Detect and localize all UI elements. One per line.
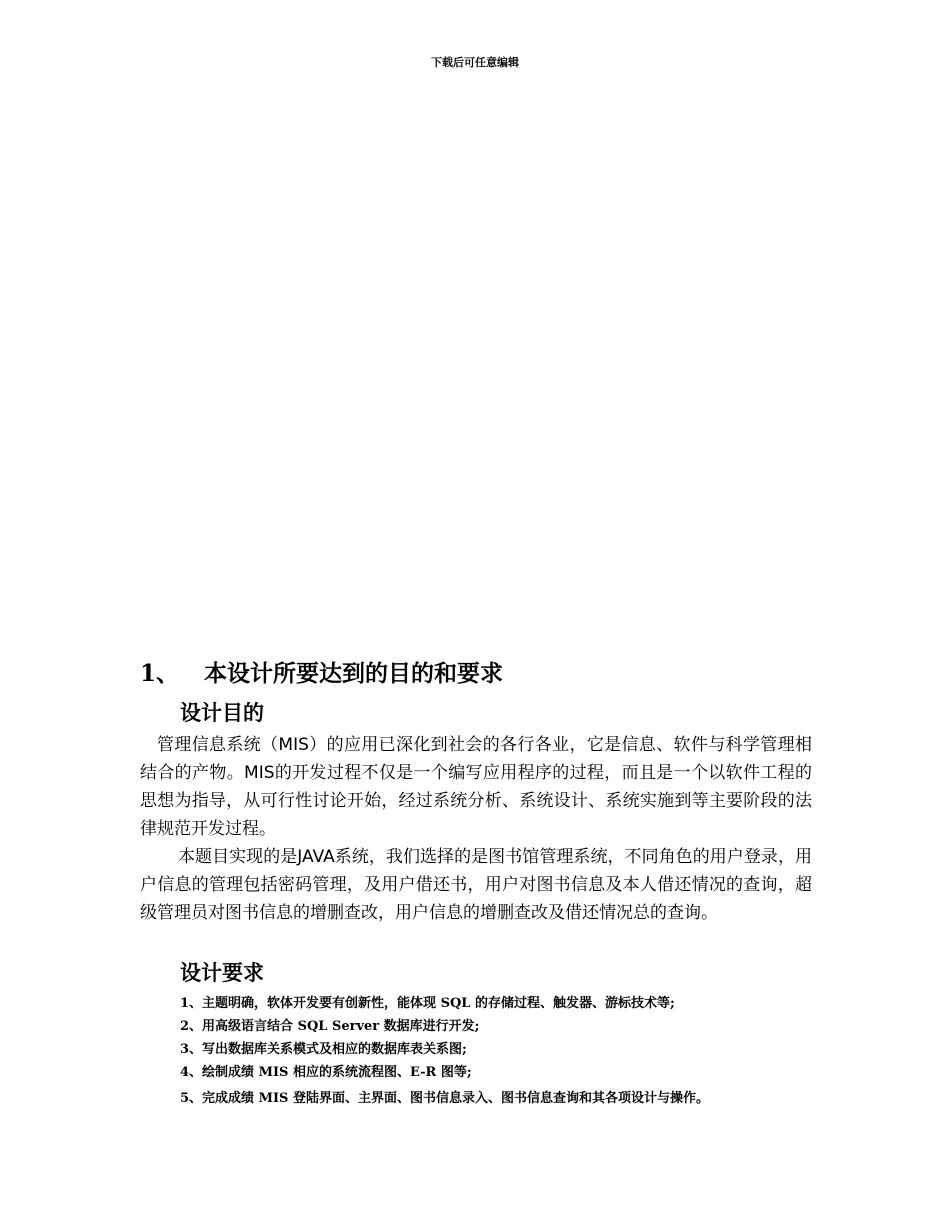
requirement-item: 3、写出数据库关系模式及相应的数据库表关系图;: [180, 1042, 467, 1057]
requirement-item: 5、完成成绩 MIS 登陆界面、主界面、图书信息录入、图书信息查询和其各项设计与操作。: [180, 1091, 709, 1106]
requirements-heading: 设计要求: [180, 961, 264, 985]
section-title: [140, 655, 503, 688]
requirements-list: [180, 992, 709, 1110]
requirement-item: 1、主题明确，软体开发要有创新性，能体现 SQL 的存储过程、触发器、游标技术等;: [180, 996, 675, 1011]
section-number: 1、: [140, 660, 180, 687]
header-note: 下载后可任意编辑: [431, 56, 519, 69]
requirement-item: 4、绘制成绩 MIS 相应的系统流程图、E-R 图等;: [180, 1065, 472, 1080]
purpose-paragraph-1: 管理信息系统（MIS）的应用已深化到社会的各行各业，它是信息、软件与科学管理相结合的产物。MIS的开发过程不仅是一个编写应用程序的过程，而且是一个以软件工程的思想为指导，从可行性讨论开始，经过系统分析、系统设计、系统实施到等主要阶段的法律规范开发过程。: [140, 735, 812, 839]
purpose-paragraph-2: 本题目实现的是JAVA系统，我们选择的是图书馆管理系统，不同角色的用户登录，用户信息的管理包括密码管理，及用户借还书，用户对图书信息及本人借还情况的查询，超级管理员对图书信息的增删查改，用户信息的增删查改及借还情况总的查询。: [140, 847, 812, 923]
purpose-heading: 设计目的: [180, 701, 264, 725]
requirement-item: 2、用高级语言结合 SQL Server 数据库进行开发;: [180, 1019, 480, 1034]
section-title-text: 本设计所要达到的目的和要求: [204, 660, 503, 687]
